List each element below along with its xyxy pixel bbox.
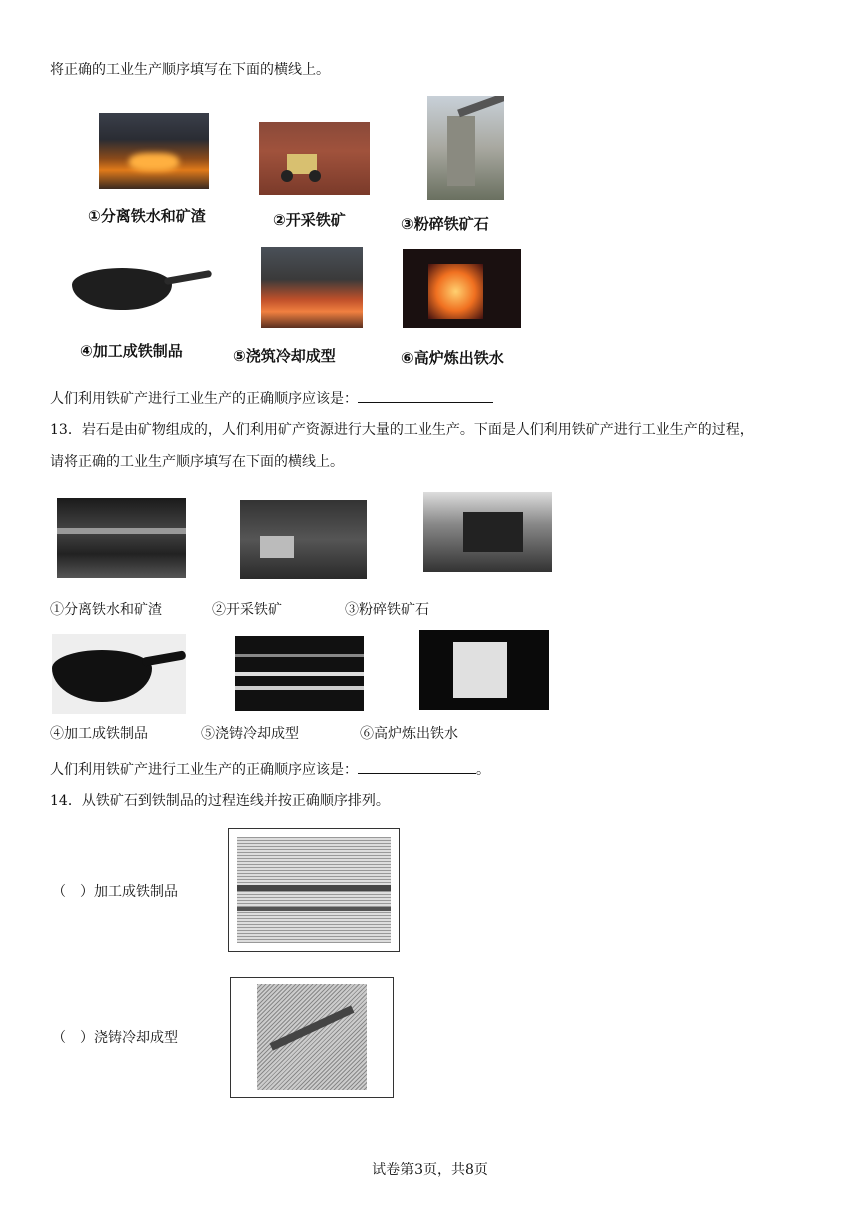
q14-item-2-bracket[interactable]: （ ）	[52, 1030, 94, 1046]
q14-item-1-bracket[interactable]: （ ）	[52, 884, 94, 900]
q14-image-1-photo	[237, 837, 391, 943]
q13-caption-4: ④加工成铁制品	[50, 726, 148, 742]
q12-caption-3: ③粉碎铁矿石	[401, 215, 489, 233]
q12-answer-prompt: 人们利用铁矿产进行工业生产的正确顺序应该是：	[50, 391, 358, 407]
q13-answer-end: 。	[476, 762, 490, 778]
bw-casting-photo	[235, 636, 364, 711]
q13-stem-line1: 13．岩石是由矿物组成的，人们利用矿产资源进行大量的工业生产。下面是人们利用铁矿产进行工业生产的过程，	[50, 422, 754, 438]
wok-photo	[68, 262, 214, 318]
q13-caption-2: ②开采铁矿	[212, 602, 282, 618]
bw-crusher-photo	[423, 492, 552, 572]
q12-caption-6: ⑥高炉炼出铁水	[401, 349, 504, 367]
q13-caption-1: ①分离铁水和矿渣	[50, 602, 162, 618]
q12-intro: 将正确的工业生产顺序填写在下面的横线上。	[50, 62, 330, 78]
bw-mining-truck-photo	[240, 500, 367, 579]
q13-stem-line2: 请将正确的工业生产顺序填写在下面的横线上。	[50, 454, 344, 470]
q14-item-2-label: 浇铸冷却成型	[94, 1030, 178, 1046]
q13-caption-3: ③粉碎铁矿石	[345, 602, 429, 618]
q14-image-2-frame	[230, 977, 394, 1098]
q12-answer-line	[50, 388, 493, 409]
mining-truck-photo	[259, 122, 370, 195]
q12-caption-2: ②开采铁矿	[273, 211, 346, 229]
q14-image-1-frame	[228, 828, 400, 952]
crusher-photo	[427, 96, 504, 200]
blast-furnace-photo	[403, 249, 521, 328]
q14-item-1-label: 加工成铁制品	[94, 884, 178, 900]
furnace-photo	[99, 113, 209, 189]
q13-caption-6: ⑥高炉炼出铁水	[360, 726, 458, 742]
q13-answer-blank[interactable]	[358, 759, 476, 774]
q13-caption-5: ⑤浇铸冷却成型	[201, 726, 299, 742]
q12-caption-4: ④加工成铁制品	[80, 342, 183, 360]
q14-item-1	[52, 882, 178, 902]
q12-answer-blank[interactable]	[358, 388, 493, 403]
q12-caption-1: ①分离铁水和矿渣	[88, 207, 206, 225]
q13-answer-line	[50, 759, 490, 780]
q14-image-2-photo	[257, 984, 367, 1090]
q14-title: 14．从铁矿石到铁制品的过程连线并按正确顺序排列。	[50, 793, 390, 809]
q13-answer-prompt: 人们利用铁矿产进行工业生产的正确顺序应该是：	[50, 762, 358, 778]
q14-item-2	[52, 1028, 178, 1048]
bw-wok-photo	[52, 634, 186, 714]
q12-caption-5: ⑤浇筑冷却成型	[233, 347, 336, 365]
bw-furnace-photo	[57, 498, 186, 578]
casting-photo	[261, 247, 363, 328]
page-footer: 试卷第3页，共8页	[372, 1162, 488, 1178]
bw-blast-furnace-photo	[419, 630, 549, 710]
